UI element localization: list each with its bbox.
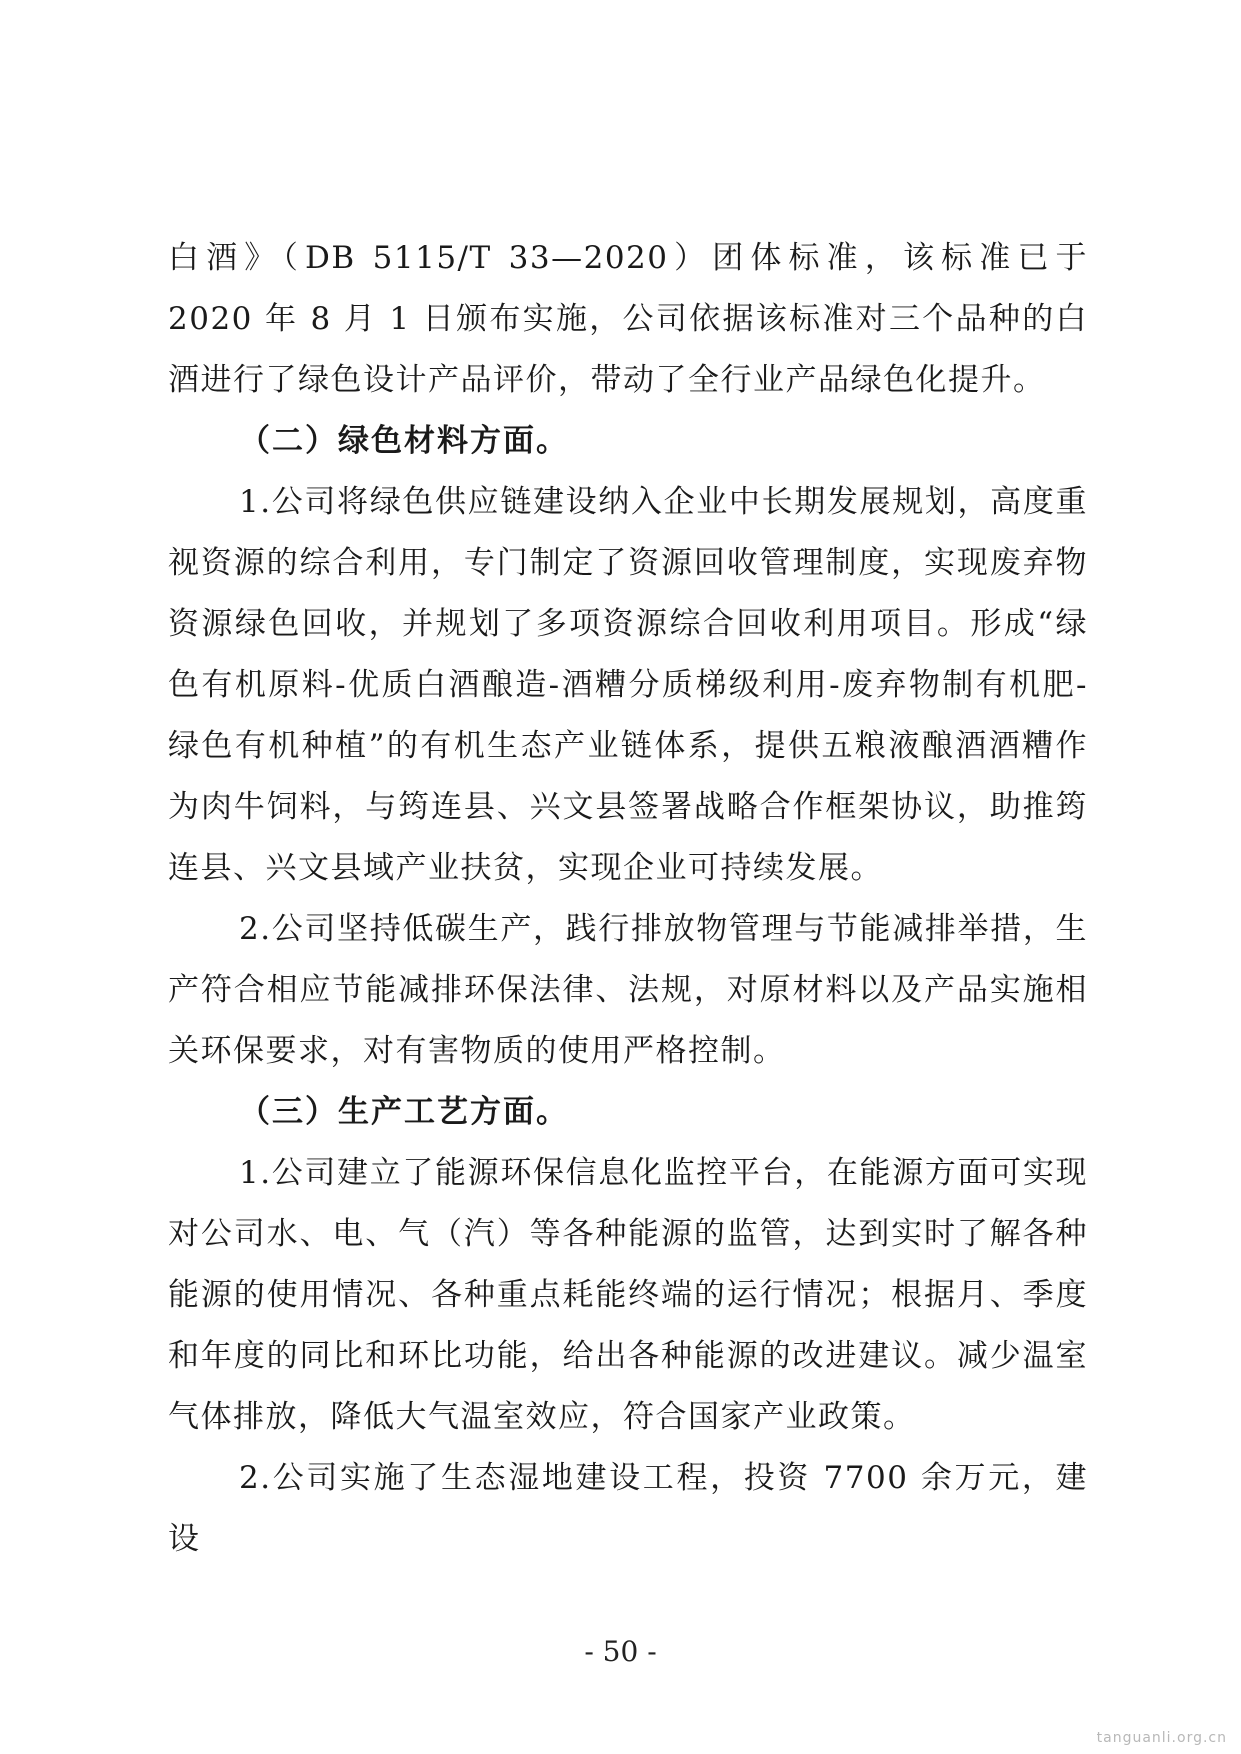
paragraph-energy-monitoring: 1.公司建立了能源环保信息化监控平台，在能源方面可实现对公司水、电、气（汽）等各种能源的监管，达到实时了解各种能源的使用情况、各种重点耗能终端的运行情况；根据月、季度和年度的同比和环比功能，给出各种能源的改进建议。减少温室气体排放，降低大气温室效应，符合国家产业政策。 — [168, 1155, 1088, 1435]
document-body — [168, 228, 1088, 1570]
section-heading-production-process: （三）生产工艺方面。 — [239, 1094, 569, 1130]
paragraph-supply-chain: 1.公司将绿色供应链建设纳入企业中长期发展规划，高度重视资源的综合利用，专门制定了资源回收管理制度，实现废弃物资源绿色回收，并规划了多项资源综合回收利用项目。形成“绿色有机原料-优质白酒酿造-酒糟分质梯级利用-废弃物制有机肥-绿色有机种植”的有机生态产业链体系，提供五粮液酿酒酒糟作为肉牛饲料，与筠连县、兴文县签署战略合作框架协议，助推筠连县、兴文县域产业扶贫，实现企业可持续发展。 — [168, 484, 1088, 886]
paragraph-low-carbon: 2.公司坚持低碳生产，践行排放物管理与节能减排举措，生产符合相应节能减排环保法律、法规，对原材料以及产品实施相关环保要求，对有害物质的使用严格控制。 — [168, 911, 1088, 1069]
paragraph-continuation: 白酒》（DB 5115/T 33—2020）团体标准，该标准已于 2020 年 8 月 1 日颁布实施，公司依据该标准对三个品种的白酒进行了绿色设计产品评价，带动了全行业产品绿色化提升。 — [168, 240, 1088, 398]
paragraph-wetland: 2.公司实施了生态湿地建设工程，投资 7700 余万元，建设 — [168, 1460, 1088, 1557]
page-number: - 50 - — [584, 1635, 657, 1668]
watermark: tanguanli.org.cn — [1096, 1730, 1227, 1746]
section-heading-green-materials: （二）绿色材料方面。 — [239, 423, 569, 459]
